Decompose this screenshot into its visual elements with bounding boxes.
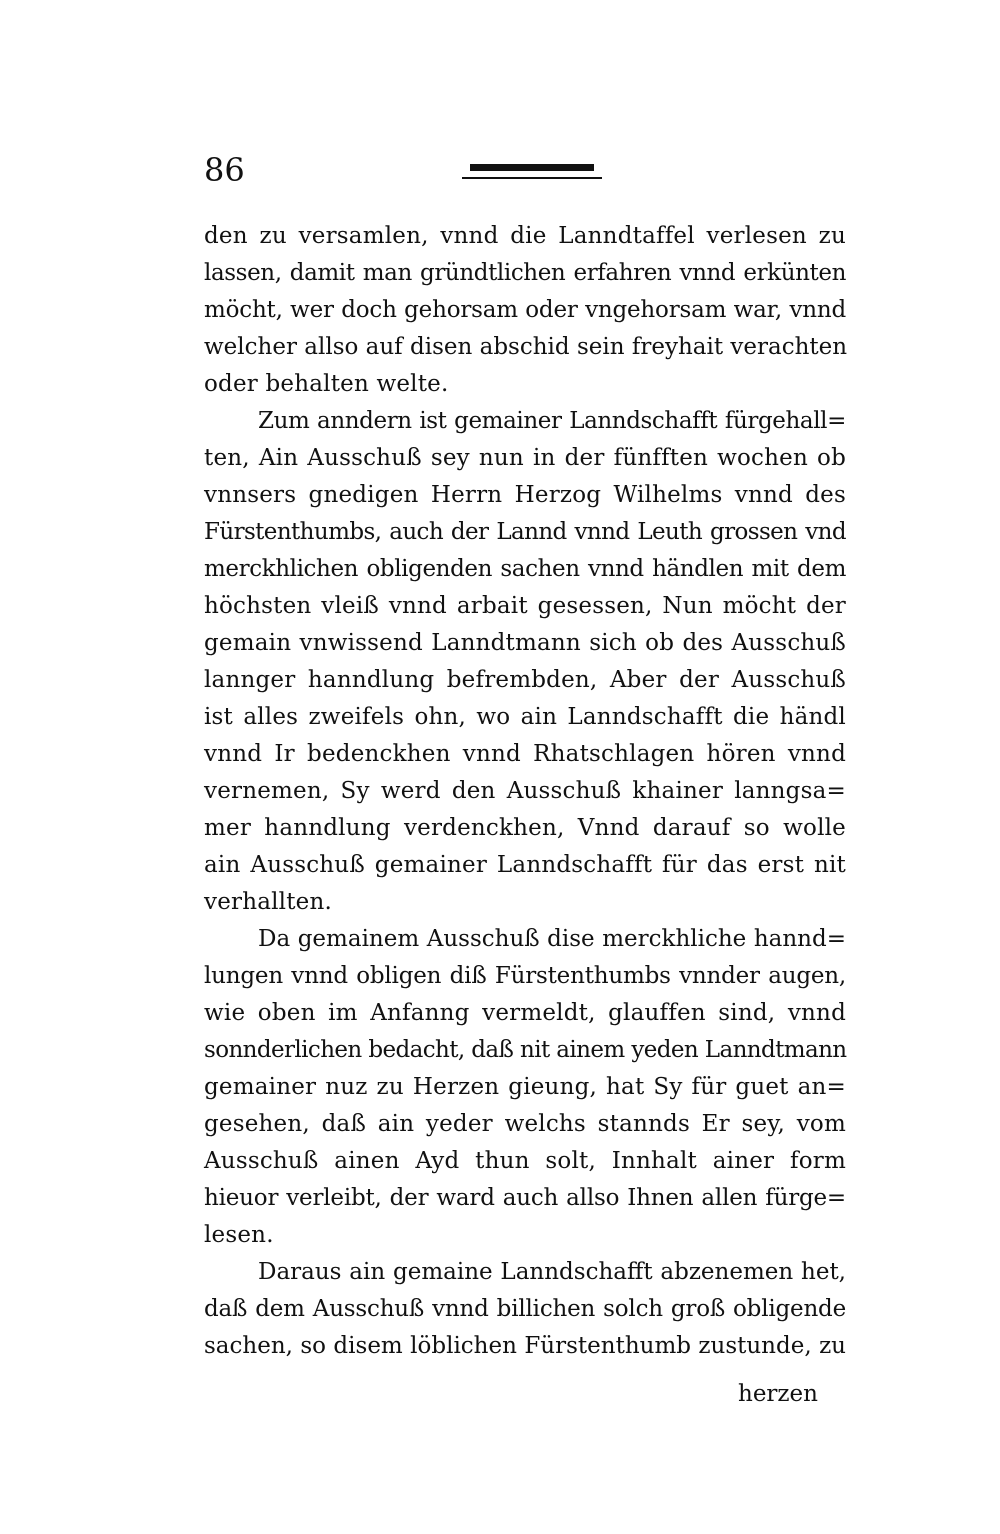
text-line: gemain vnwissend Lanndtmann sich ob des Ausschuß <box>204 630 846 656</box>
text-line: höchsten vleiß vnnd arbait gesessen, Nun möcht der <box>204 593 846 619</box>
text-line: wie oben im Anfanng vermeldt, glauffen sind, vnnd <box>204 1000 846 1026</box>
text-line: vnnsers gnedigen Herrn Herzog Wilhelms vnnd des <box>204 482 846 508</box>
text-line: Daraus ain gemaine Lanndschafft abzenemen het, <box>258 1259 846 1285</box>
text-line: Ausschuß ainen Ayd thun solt, Innhalt ainer form <box>204 1148 846 1174</box>
header-rule-thin <box>462 177 602 179</box>
page-number: 86 <box>204 151 245 189</box>
text-line: daß dem Ausschuß vnnd billichen solch groß obligende <box>204 1296 846 1322</box>
text-line: ain Ausschuß gemainer Lanndschafft für das erst nit <box>204 852 846 878</box>
text-line: verhallten. <box>204 889 333 915</box>
text-line: sachen, so disem löblichen Fürstenthumb zustunde, zu <box>204 1333 846 1359</box>
text-line: lannger hanndlung befrembden, Aber der Ausschuß <box>204 667 846 693</box>
text-line: welcher allso auf disen abschid sein freyhait verachten <box>204 334 848 360</box>
text-line: hieuor verleibt, der ward auch allso Ihnen allen fürge= <box>204 1185 846 1211</box>
text-line: merckhlichen obligenden sachen vnnd händlen mit dem <box>204 556 846 582</box>
text-line: ist alles zweifels ohn, wo ain Lanndschafft die händl <box>204 704 846 730</box>
text-line: gemainer nuz zu Herzen gieung, hat Sy für guet an= <box>204 1074 846 1100</box>
page-header <box>204 148 844 198</box>
text-line: ten, Ain Ausschuß sey nun in der fünfften wochen ob <box>204 445 846 471</box>
text-line: gesehen, daß ain yeder welchs stannds Er sey, vom <box>204 1111 846 1137</box>
text-line: lungen vnnd obligen diß Fürstenthumbs vnnder augen, <box>204 963 846 989</box>
text-line: vnnd Ir bedenckhen vnnd Rhatschlagen hören vnnd <box>204 741 846 767</box>
body-text <box>204 218 846 1365</box>
text-line: Zum anndern ist gemainer Lanndschafft fürgehall= <box>258 408 846 434</box>
text-line: Da gemainem Ausschuß dise merckhliche hannd= <box>258 926 846 952</box>
text-line: lassen, damit man gründtlichen erfahren vnnd erkünten <box>204 260 846 286</box>
text-line: den zu versamlen, vnnd die Lanndtaffel verlesen zu <box>204 223 846 249</box>
text-line: oder behalten welte. <box>204 371 449 397</box>
text-line: lesen. <box>204 1222 274 1248</box>
header-ornament-rule <box>462 164 602 182</box>
catchword: herzen <box>738 1381 818 1407</box>
text-line: sonnderlichen bedacht, daß nit ainem yeden Lanndtmann <box>204 1037 847 1063</box>
text-line: Fürstenthumbs, auch der Lannd vnnd Leuth grossen vnd <box>204 519 846 545</box>
text-line: mer hanndlung verdenckhen, Vnnd darauf so wolle <box>204 815 846 841</box>
header-rule-thick <box>470 164 594 171</box>
text-line: möcht, wer doch gehorsam oder vngehorsam war, vnnd <box>204 297 846 323</box>
text-line: vernemen, Sy werd den Ausschuß khainer lanngsa= <box>204 778 846 804</box>
